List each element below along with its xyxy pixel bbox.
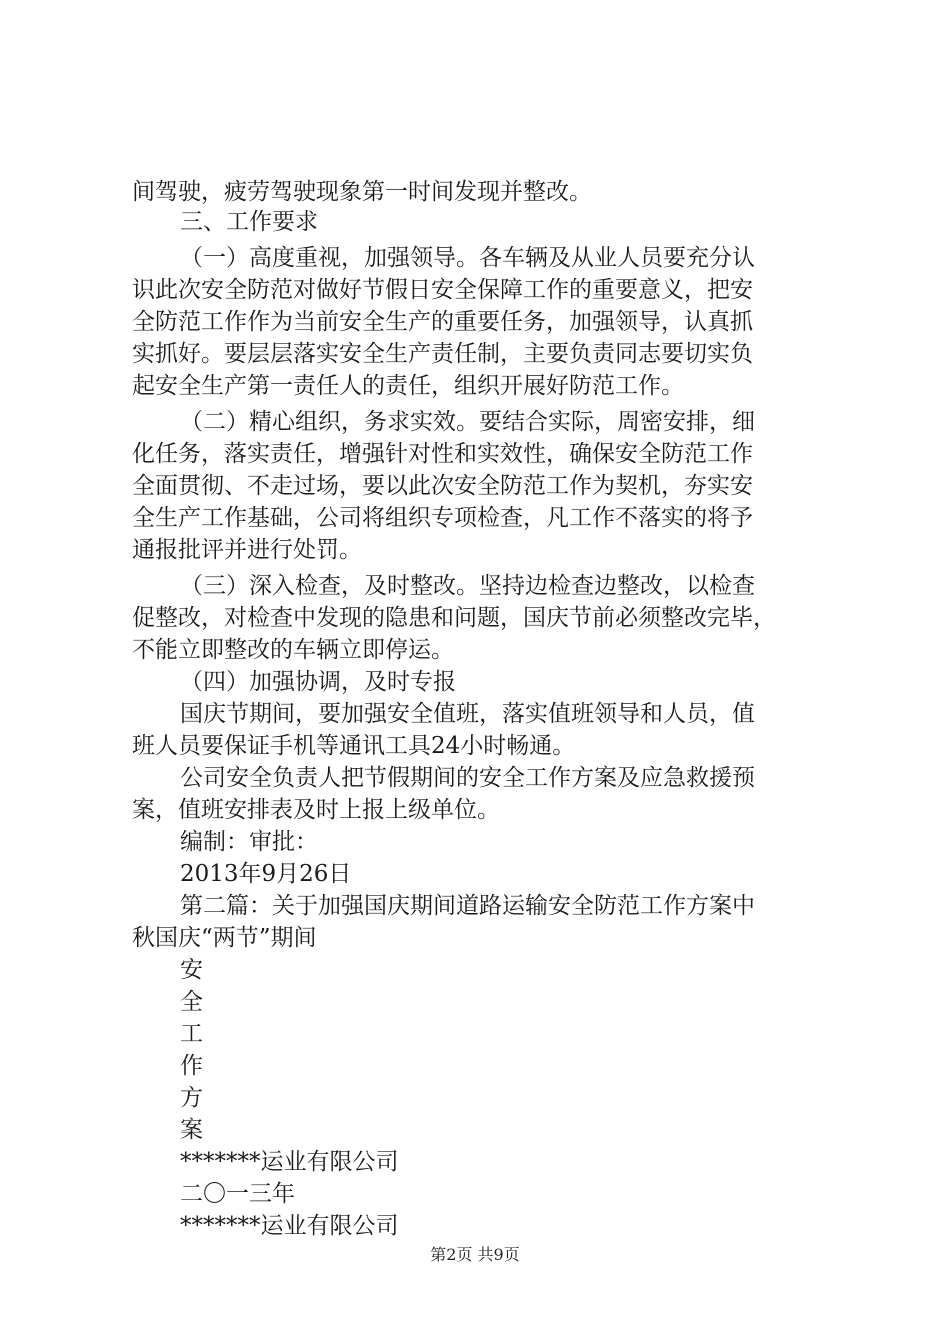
body-line: 班人员要保证手机等通讯工具24小时畅通。 [132, 733, 576, 759]
chapter-title: 秋国庆“两节”期间 [132, 925, 317, 951]
company-name: *******运业有限公司 [180, 1213, 399, 1239]
date-line: 2013年9月26日 [180, 861, 352, 887]
body-line: 全防范工作作为当前安全生产的重要任务，加强领导，认真抓 [132, 309, 753, 335]
chapter-title: 第二篇：关于加强国庆期间道路运输安全防范工作方案中 [180, 893, 755, 919]
vertical-title-char: 安 [180, 957, 203, 983]
vertical-title-char: 案 [180, 1117, 203, 1143]
body-line: 促整改，对检查中发现的隐患和问题，国庆节前必须整改完毕， [132, 605, 776, 631]
page-footer: 第2页 共9页 [430, 1245, 520, 1264]
body-line: 全生产工作基础，公司将组织专项检查，凡工作不落实的将予 [132, 505, 753, 531]
sign-off-line: 编制：审批： [180, 829, 318, 855]
body-line: （二）精心组织，务求实效。要结合实际，周密安排，细 [180, 409, 755, 435]
body-line: （一）高度重视，加强领导。各车辆及从业人员要充分认 [180, 245, 755, 271]
body-line: 公司安全负责人把节假期间的安全工作方案及应急救援预 [180, 765, 755, 791]
body-line: 国庆节期间，要加强安全值班，落实值班领导和人员，值 [180, 701, 755, 727]
body-line: 通报批评并进行处罚。 [132, 537, 362, 563]
body-line: 全面贯彻、不走过场，要以此次安全防范工作为契机，夯实安 [132, 473, 753, 499]
vertical-title-char: 作 [180, 1053, 203, 1079]
body-line: 实抓好。要层层落实安全生产责任制，主要负责同志要切实负 [132, 341, 753, 367]
body-line: 案，值班安排表及时上报上级单位。 [132, 797, 500, 823]
vertical-title-char: 工 [180, 1021, 203, 1047]
body-line: 识此次安全防范对做好节假日安全保障工作的重要意义，把安 [132, 277, 753, 303]
body-line: （四）加强协调，及时专报 [180, 669, 456, 695]
company-name: *******运业有限公司 [180, 1149, 399, 1175]
body-line: （三）深入检查，及时整改。坚持边检查边整改，以检查 [180, 573, 755, 599]
year-line: 二〇一三年 [180, 1181, 295, 1207]
body-line: 不能立即整改的车辆立即停运。 [132, 637, 454, 663]
section-heading: 三、工作要求 [180, 209, 318, 235]
vertical-title-char: 方 [180, 1085, 203, 1111]
body-line: 间驾驶，疲劳驾驶现象第一时间发现并整改。 [132, 179, 592, 205]
body-line: 起安全生产第一责任人的责任，组织开展好防范工作。 [132, 373, 684, 399]
vertical-title-char: 全 [180, 989, 203, 1015]
body-line: 化任务，落实责任，增强针对性和实效性，确保安全防范工作 [132, 441, 753, 467]
